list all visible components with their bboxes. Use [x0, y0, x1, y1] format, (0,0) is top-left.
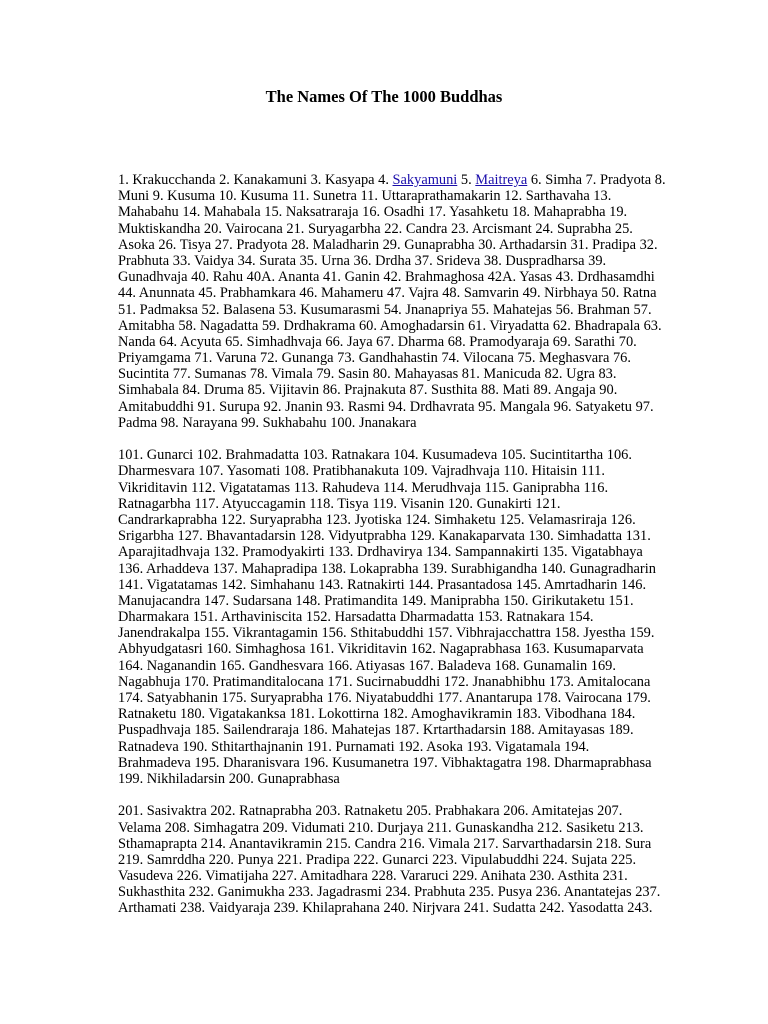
text-run: Priyamgama 71. Varuna 72. Gunanga 73. Gandhahastin 74. Vilocana 75. Meghasvara 76. — [118, 350, 631, 367]
text-run: Amitabha 58. Nagadatta 59. Drdhakrama 60. Amoghadarsin 61. Viryadatta 62. Bhadrapala 63. — [118, 317, 662, 334]
text-line — [118, 803, 688, 819]
text-line — [118, 836, 688, 852]
text-line — [118, 690, 688, 706]
text-run: Muktiskandha 20. Vairocana 21. Suryagarbha 22. Candra 23. Arcismant 24. Suprabha 25. — [118, 220, 633, 237]
text-run: Puspadhvaja 185. Sailendraraja 186. Mahatejas 187. Krtarthadarsin 188. Amitayasas 189. — [118, 722, 634, 739]
text-run: Vasudeva 226. Vimatijaha 227. Amitadhara 228. Vararuci 229. Anihata 230. Asthita 231. — [118, 868, 628, 885]
text-line — [118, 318, 688, 334]
text-run: Sthamaprapta 214. Anantavikramin 215. Candra 216. Vimala 217. Sarvarthadarsin 218. Sura — [118, 835, 652, 852]
text-line — [118, 512, 688, 528]
text-run: Gunadhvaja 40. Rahu 40A. Ananta 41. Ganin 42. Brahmaghosa 42A. Yasas 43. Drdhasamdhi — [118, 269, 655, 286]
text-line — [118, 706, 688, 722]
text-line — [118, 334, 688, 350]
text-run: Nagabhuja 170. Pratimanditalocana 171. Sucirnabuddhi 172. Jnanabhibhu 173. Amitalocana — [118, 673, 651, 690]
text-line — [118, 609, 688, 625]
text-run: Simhabala 84. Druma 85. Vijitavin 86. Prajnakuta 87. Susthita 88. Mati 89. Angaja 90. — [118, 382, 618, 399]
paragraph — [118, 447, 688, 787]
text-line — [118, 900, 688, 916]
text-run: Sukhasthita 232. Ganimukha 233. Jagadrasmi 234. Prabhuta 235. Pusya 236. Anantatejas 237. — [118, 884, 661, 901]
text-line — [118, 221, 688, 237]
text-line — [118, 399, 688, 415]
text-run: Abhyudgatasri 160. Simhaghosa 161. Vikriditavin 162. Nagaprabhasa 163. Kusumaparvata — [118, 641, 644, 658]
text-run: 6. Simha 7. Pradyota 8. — [527, 172, 666, 188]
text-run: Candrarkaprabha 122. Suryaprabha 123. Jyotiska 124. Simhaketu 125. Velamasriraja 126. — [118, 511, 636, 528]
text-line — [118, 480, 688, 496]
text-run: 51. Padmaksa 52. Balasena 53. Kusumarasmi 54. Jnanapriya 55. Mahatejas 56. Brahman 57. — [118, 301, 652, 318]
text-line — [118, 544, 688, 560]
text-run: Brahmadeva 195. Dharanisvara 196. Kusumanetra 197. Vibhaktagatra 198. Dharmaprabhasa — [118, 754, 652, 771]
text-line — [118, 868, 688, 884]
text-run: Sucintita 77. Sumanas 78. Vimala 79. Sasin 80. Mahayasas 81. Manicuda 82. Ugra 83. — [118, 366, 617, 383]
text-line — [118, 755, 688, 771]
text-run: 174. Satyabhanin 175. Suryaprabha 176. Niyatabuddhi 177. Anantarupa 178. Vairocana 179. — [118, 690, 651, 706]
text-run: Ratnaketu 180. Vigatakanksa 181. Lokottirna 182. Amoghavikramin 183. Vibodhana 184. — [118, 706, 636, 723]
text-line — [118, 366, 688, 382]
text-line — [118, 204, 688, 220]
paragraph — [118, 172, 688, 431]
text-line — [118, 302, 688, 318]
text-run: Arthamati 238. Vaidyaraja 239. Khilaprahana 240. Nirjvara 241. Sudatta 242. Yasodatta 243. — [118, 900, 653, 917]
text-line — [118, 674, 688, 690]
text-run: Prabhuta 33. Vaidya 34. Surata 35. Urna 36. Drdha 37. Srideva 38. Duspradharsa 39. — [118, 252, 607, 269]
text-run: 5. — [457, 172, 476, 188]
text-line — [118, 820, 688, 836]
text-run: 101. Gunarci 102. Brahmadatta 103. Ratnakara 104. Kusumadeva 105. Sucintitartha 106. — [118, 447, 632, 464]
text-line — [118, 496, 688, 512]
text-line — [118, 625, 688, 641]
text-run: Aparajitadhvaja 132. Pramodyakirti 133. Drdhavirya 134. Sampannakirti 135. Vigatabhaya — [118, 544, 643, 561]
text-line — [118, 447, 688, 463]
text-run: 201. Sasivaktra 202. Ratnaprabha 203. Ratnaketu 205. Prabhakara 206. Amitatejas 207. — [118, 803, 623, 820]
text-line — [118, 852, 688, 868]
text-line — [118, 350, 688, 366]
link-sakyamuni[interactable]: Sakyamuni — [392, 172, 458, 188]
text-line — [118, 253, 688, 269]
text-line — [118, 188, 688, 204]
text-line — [118, 658, 688, 674]
text-run: Padma 98. Narayana 99. Sukhabahu 100. Jnanakara — [118, 414, 417, 431]
text-line — [118, 172, 688, 188]
text-run: Muni 9. Kusuma 10. Kusuma 11. Sunetra 11. Uttaraprathamakarin 12. Sarthavaha 13. — [118, 188, 612, 205]
text-run: Ratnagarbha 117. Atyuccagamin 118. Tisya 119. Visanin 120. Gunakirti 121. — [118, 495, 561, 512]
text-run: 164. Naganandin 165. Gandhesvara 166. Atiyasas 167. Baladeva 168. Gunamalin 169. — [118, 657, 616, 674]
text-line — [118, 528, 688, 544]
text-line — [118, 577, 688, 593]
text-line — [118, 382, 688, 398]
text-line — [118, 415, 688, 431]
text-run: Srigarbha 127. Bhavantadarsin 128. Vidyutprabha 129. Kanakaparvata 130. Simhadatta 131. — [118, 528, 651, 545]
text-run: Janendrakalpa 155. Vikrantagamin 156. Sthitabuddhi 157. Vibhrajacchattra 158. Jyestha 159. — [118, 625, 655, 642]
text-run: Ratnadeva 190. Sthitarthajnanin 191. Purnamati 192. Asoka 193. Vigatamala 194. — [118, 738, 590, 755]
text-line — [118, 771, 688, 787]
text-line — [118, 722, 688, 738]
text-run: Velama 208. Simhagatra 209. Vidumati 210. Durjaya 211. Gunaskandha 212. Sasiketu 213. — [118, 819, 644, 836]
text-run: 44. Anunnata 45. Prabhamkara 46. Mahameru 47. Vajra 48. Samvarin 49. Nirbhaya 50. Ratna — [118, 285, 657, 302]
text-line — [118, 884, 688, 900]
text-run: Dharmakara 151. Arthaviniscita 152. Harsadatta Dharmadatta 153. Ratnakara 154. — [118, 609, 594, 626]
document-body — [118, 172, 688, 933]
text-run: Vikriditavin 112. Vigatatamas 113. Rahudeva 114. Merudhvaja 115. Ganiprabha 116. — [118, 479, 609, 496]
text-run: 141. Vigatatamas 142. Simhahanu 143. Ratnakirti 144. Prasantadosa 145. Amrtadharin 146. — [118, 576, 647, 593]
text-run: Manujacandra 147. Sudarsana 148. Pratimandita 149. Maniprabha 150. Girikutaketu 151. — [118, 592, 634, 609]
text-run: 1. Krakucchanda 2. Kanakamuni 3. Kasyapa 4. — [118, 172, 393, 188]
text-line — [118, 593, 688, 609]
link-maitreya[interactable]: Maitreya — [475, 172, 528, 188]
text-line — [118, 739, 688, 755]
text-line — [118, 285, 688, 301]
text-run: Asoka 26. Tisya 27. Pradyota 28. Maladharin 29. Gunaprabha 30. Arthadarsin 31. Pradipa 32. — [118, 236, 658, 253]
text-run: Mahabahu 14. Mahabala 15. Naksatraraja 16. Osadhi 17. Yasahketu 18. Mahaprabha 19. — [118, 204, 628, 221]
text-line — [118, 269, 688, 285]
text-run: Nanda 64. Acyuta 65. Simhadhvaja 66. Jaya 67. Dharma 68. Pramodyaraja 69. Sarathi 70. — [118, 333, 637, 350]
text-run: 199. Nikhiladarsin 200. Gunaprabhasa — [118, 770, 340, 787]
paragraph — [118, 803, 688, 916]
text-run: Amitabuddhi 91. Surupa 92. Jnanin 93. Rasmi 94. Drdhavrata 95. Mangala 96. Satyaketu 97. — [118, 398, 654, 415]
text-run: 136. Arhaddeva 137. Mahapradipa 138. Lokaprabha 139. Surabhigandha 140. Gunagradharin — [118, 560, 656, 577]
text-run: 219. Samrddha 220. Punya 221. Pradipa 222. Gunarci 223. Vipulabuddhi 224. Sujata 225. — [118, 851, 637, 868]
page-title: The Names Of The 1000 Buddhas — [265, 87, 503, 106]
text-line — [118, 641, 688, 657]
text-line — [118, 463, 688, 479]
text-run: Dharmesvara 107. Yasomati 108. Pratibhanakuta 109. Vajradhvaja 110. Hitaisin 111. — [118, 463, 605, 480]
text-line — [118, 561, 688, 577]
text-line — [118, 237, 688, 253]
